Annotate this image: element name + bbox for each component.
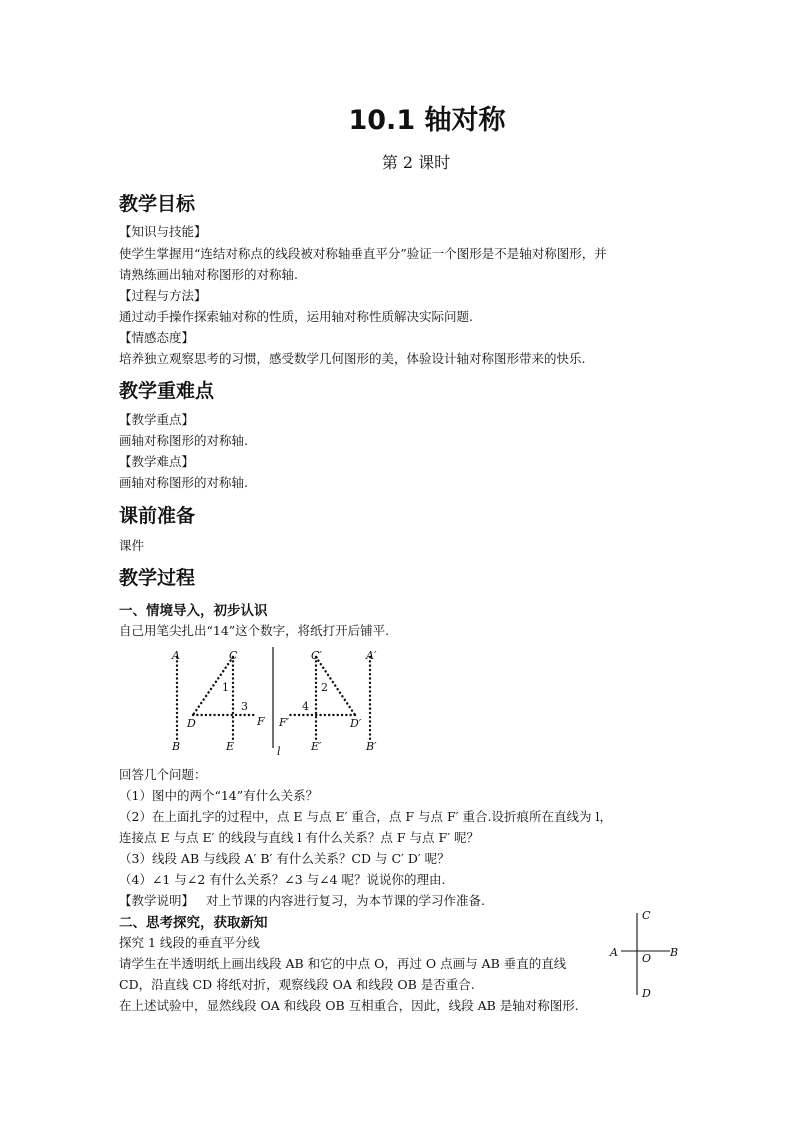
difficulty-text: 画轴对称图形的对称轴. [119,475,248,490]
section1-heading: 一、情境导入，初步认识 [119,603,268,619]
preparation-text: 课件 [119,538,145,553]
difficulty-tag: 【教学难点】 [119,454,195,469]
label-angle-3: 3 [241,700,248,713]
section2-heading: 二、思考探究，获取新知 [119,915,268,931]
question-2-line-1: （2）在上面扎字的过程中，点 E 与点 E′ 重合，点 F 与点 F′ 重合.设折痕所在直线为 l， [119,809,612,824]
label-A-prime: A′ [366,649,377,662]
section1-intro: 自己用笔尖扎出“14”这个数字，将纸打开后铺平. [119,623,390,638]
figure-14-mirror [165,645,395,760]
objectives-heading: 教学目标 [119,193,196,215]
question-2-line-2: 连接点 E 与点 E′ 的线段与直线 l 有什么关系？点 F 与点 F′ 呢？ [119,830,480,845]
fig2-label-C: C [642,909,651,922]
knowledge-line-1: 使学生掌握用“连结对称点的线段被对称轴垂直平分”验证一个图形是不是轴对称图形，并 [119,246,607,261]
label-B: B [172,740,181,753]
label-C: C [229,649,238,662]
explore1-line-3: 在上述试验中，显然线段 OA 和线段 OB 互相重合，因此，线段 AB 是轴对称图形. [119,998,579,1013]
fig2-label-B: B [670,946,679,959]
knowledge-line-2: 请熟练画出轴对称图形的对称轴. [119,267,298,282]
label-C-prime: C′ [311,649,322,662]
label-F: F [257,715,265,728]
label-l: l [277,745,281,758]
focus-text: 画轴对称图形的对称轴. [119,433,248,448]
question-3: （3）线段 AB 与线段 A′ B′ 有什么关系？CD 与 C′ D′ 呢？ [119,851,450,866]
label-angle-2: 2 [321,681,328,694]
process-text: 通过动手操作探索轴对称的性质，运用轴对称性质解决实际问题. [119,309,473,324]
label-A: A [172,649,180,662]
note-tag: 【教学说明】 [119,893,195,908]
label-D: D [187,717,196,730]
preparation-heading: 课前准备 [119,505,196,527]
teaching-note [119,891,485,909]
explore1-line-2: CD，沿直线 CD 将纸对折，观察线段 OA 和线段 OB 是否重合. [119,977,475,992]
note-text: 对上节课的内容进行复习，为本节课的学习作准备. [206,893,485,908]
process-tag: 【过程与方法】 [119,288,207,303]
fig2-label-O: O [642,952,652,965]
question-1: （1）图中的两个“14”有什么关系？ [119,788,319,803]
question-4: （4）∠1 与∠2 有什么关系？∠3 与∠4 呢？说说你的理由. [119,872,446,887]
label-D-prime: D′ [350,717,362,730]
label-E: E [226,740,235,753]
questions-intro: 回答几个问题： [119,767,207,782]
key-points-heading: 教学重难点 [119,380,215,402]
explore1-title: 探究 1 线段的垂直平分线 [119,935,260,950]
explore1-line-1: 请学生在半透明纸上画出线段 AB 和它的中点 O，再过 O 点画与 AB 垂直的直线 [119,956,567,971]
label-E-prime: E′ [311,740,322,753]
label-F-prime: F′ [279,716,290,729]
fig2-label-D: D [642,987,651,1000]
emotion-text: 培养独立观察思考的习惯，感受数学几何图形的美，体验设计轴对称图形带来的快乐. [119,351,586,366]
page-title: 10.1 轴对称 [348,105,506,136]
focus-tag: 【教学重点】 [119,412,195,427]
label-angle-1: 1 [222,681,229,694]
fig2-label-A: A [610,946,618,959]
process-heading: 教学过程 [119,567,196,589]
label-B-prime: B′ [366,740,377,753]
emotion-tag: 【情感态度】 [119,330,195,345]
label-angle-4: 4 [302,700,309,713]
figure-perpendicular-bisector [606,905,686,1000]
page-subtitle: 第 2 课时 [381,153,451,172]
knowledge-tag: 【知识与技能】 [119,224,207,239]
